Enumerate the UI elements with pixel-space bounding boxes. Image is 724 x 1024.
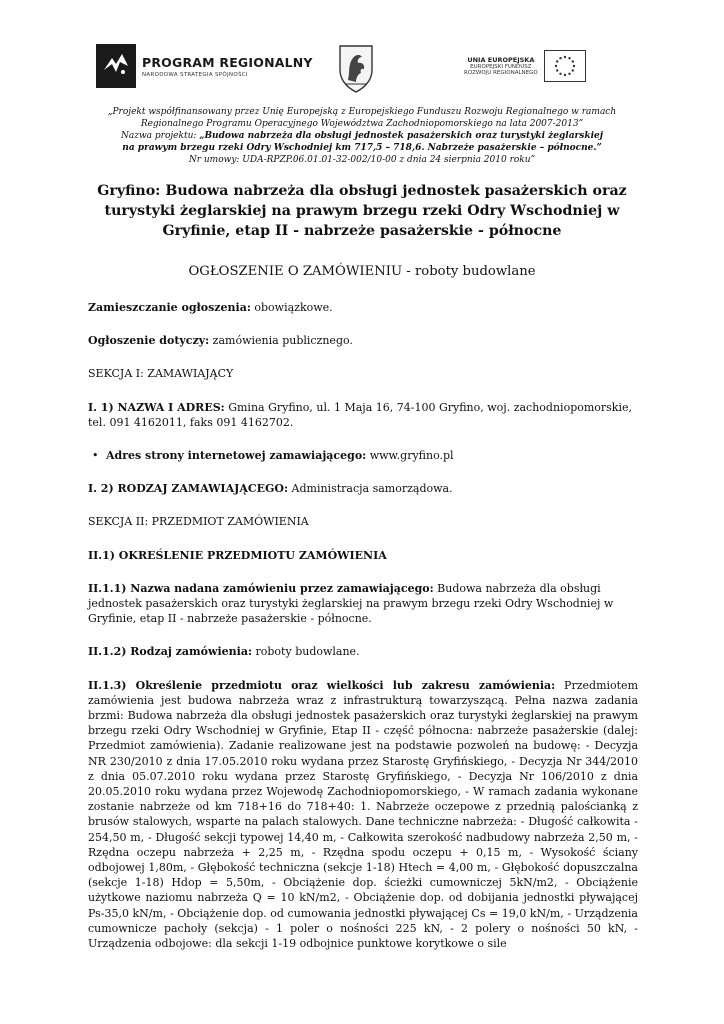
contract-type-paragraph: II.1.2) Rodzaj zamówienia: roboty budowlane. — [88, 645, 360, 659]
eu-flag-icon — [544, 50, 586, 82]
title-line1: Gryfino: Budowa nabrzeża dla obsługi jednostek pasażerskich oraz — [97, 183, 627, 199]
title-line2: turystyki żeglarskiej na prawym brzegu rzeki Odry Wschodniej w — [104, 203, 620, 219]
title-line3: Gryfinie, etap II - nabrzeże pasażerskie - północne — [162, 223, 562, 239]
contracting-type-paragraph: I. 2) RODZAJ ZAMAWIAJĄCEGO: Administracja samorządowa. — [88, 482, 453, 496]
section-2-heading: SEKCJA II: PRZEDMIOT ZAMÓWIENIA — [88, 515, 309, 529]
eu-logo-line1: EUROPEJSKI FUNDUSZ — [470, 64, 532, 70]
project-info-line2: Regionalnego Programu Operacyjnego Województwa Zachodniopomorskiego na lata 2007-2013” — [140, 119, 584, 129]
placement-paragraph: Zamieszczanie ogłoszenia: obowiązkowe. — [88, 301, 333, 314]
program-regionalny-emblem-icon — [96, 44, 136, 88]
website-link[interactable]: www.gryfino.pl — [366, 449, 454, 463]
project-info-line4: na prawym brzegu rzeki Odry Wschodniej km 717,5 – 718,6. Nabrzeże pasażerskie – północne.” — [122, 143, 602, 153]
project-info — [88, 106, 636, 166]
eu-logo-line2: ROZWOJU REGIONALNEGO — [464, 70, 538, 76]
page-title — [96, 181, 628, 241]
subject-definition-heading: II.1) OKREŚLENIE PRZEDMIOTU ZAMÓWIENIA — [88, 548, 387, 562]
concerns-paragraph: Ogłoszenie dotyczy: zamówienia publicznego. — [88, 334, 353, 348]
announcement-heading: OGŁOSZENIE O ZAMÓWIENIU - roboty budowlane — [188, 264, 536, 279]
contract-name-paragraph: II.1.1) Nazwa nadana zamówieniu przez zamawiającego: Budowa nabrzeża dla obsługi jednostek pasażerskich oraz turystyki żeglarskiej na prawym brzegu rzeki Odry Wschodniej w Gryfinie, etap II - nabrzeże pasażerskie - północne. — [88, 581, 614, 626]
eu-logo-title: UNIA EUROPEJSKA — [467, 56, 535, 64]
name-address-paragraph: I. 1) NAZWA I ADRES: Gmina Gryfino, ul. 1 Maja 16, 74-100 Gryfino, woj. zachodniopomorskie, tel. 091 4162011, faks 091 4162702. — [88, 400, 632, 429]
gryfino-crest-icon — [336, 42, 376, 94]
program-regionalny-logo — [96, 44, 313, 88]
program-logo-subtitle: NARODOWA STRATEGIA SPÓJNOŚCI — [142, 71, 248, 78]
section-1-heading: SEKCJA I: ZAMAWIAJĄCY — [88, 367, 234, 381]
website-bullet: • Adres strony internetowej zamawiającego: www.gryfino.pl — [88, 448, 638, 463]
document-body — [88, 300, 638, 951]
project-info-line5: Nr umowy: UDA-RPZP.06.01.01-32-002/10-00 z dnia 24 sierpnia 2010 roku” — [188, 155, 536, 165]
project-info-line3: Nazwa projektu: „Budowa nabrzeża dla obsługi jednostek pasażerskich oraz turystyki żeglarskiej — [120, 131, 603, 141]
program-logo-title: PROGRAM REGIONALNY — [142, 54, 313, 70]
header-logos — [96, 40, 616, 96]
project-info-line1: „Projekt współfinansowany przez Unię Europejską z Europejskiego Funduszu Rozwoju Regionalnego w ramach — [107, 107, 617, 117]
eu-logo — [464, 50, 586, 82]
subject-scope-paragraph: II.1.3) Określenie przedmiotu oraz wielkości lub zakresu zamówienia: Przedmiotem zamówienia jest budowa nabrzeża wraz z infrastrukturą towarzyszącą. Pełna nazwa zadania brzmi: Budowa nabrzeża dla obsługi jednostek pasażerskich oraz turystyki żeglarskiej na prawym brzegu rzeki Odry Wschodniej w Gryfinie, Etap II - część północna: nabrzeże pasażerskie (dalej: Przedmiot zamówienia). Zadanie realizowane jest na podstawie pozwoleń na budowę: - Decyzja NR 230/2010 z dnia 17.05.2010 roku wydana przez Starostę Gryfińskiego, - Decyzja Nr 344/2010 z dnia 05.07.2010 roku wydana przez Starostę Gryfińskiego, - Decyzja Nr 106/2010 z dnia 20.05.2010 roku wydana przez Wojewodę Zachodniopomorskiego, - W ramach zadania wykonane zostanie nabrzeże od km 718+16 do 718+40: 1. Nabrzeże oczepowe z przednią palościanką z brusów stalowych, wsparte na palach stalowych. Dane techniczne nabrzeża: - Długość całkowita - 254,50 m, - Długość sekcji typowej 14,40 m, - Całkowita szerokość nadbudowy nabrzeża 2,50 m, - Rzędna oczepu nabrzeża + 2,25 m, - Rzędna spodu oczepu + 0,15 m, - Wysokość ściany odbojowej 1,80m, - Głębokość techniczna (sekcje 1-18) Htech = 4,00 m, - Głębokość dopuszczalna (sekcje 1-18) Hdop = 5,50m, - Obciążenie dop. ścieżki cumowniczej 5kN/m2, - Obciążenie użytkowe naziomu nabrzeża Q = 10 kN/m2, - Obciążenie dop. od dobijania jednostki pływającej Ps-35,0 kN/m, - Obciążenie dop. od cumowania jednostki pływającej Cs = 19,0 kN/m, - Urządzenia cumownicze pachoły (sekcja) - 1 poler o nośności 225 kN, - 2 polery o nośności 50 kN, - Urządzenia odbojowe: dla sekcji 1-19 odbojnice punktowe korytkowe o sile — [88, 678, 638, 951]
